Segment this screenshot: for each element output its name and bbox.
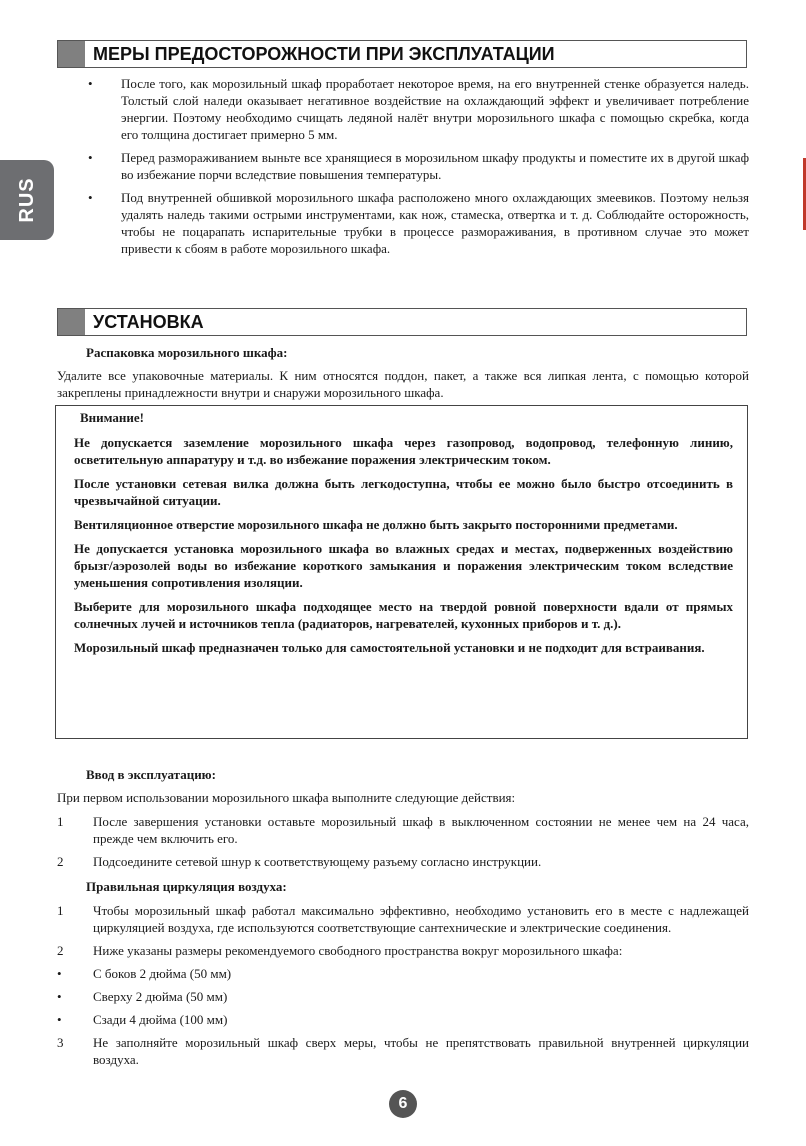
- list-item: 1 После завершения установки оставьте морозильный шкаф в выключенном состоянии не менее чем на 24 часа, прежде чем включить его.: [57, 814, 749, 846]
- warning-item: Вентиляционное отверстие морозильного шкафа не должно быть закрыто посторонними предметами.: [74, 517, 678, 532]
- warning-item: Выберите для морозильного шкафа подходящее место на твердой ровной поверхности вдали от прямых солнечных лучей и источников тепла (радиаторов, нагревателей, кухонных приборов и т. д.).: [74, 599, 733, 631]
- list-item: 3 Не заполняйте морозильный шкаф сверх меры, чтобы не препятствовать правильной внутренней циркуляции воздуха.: [57, 1035, 749, 1067]
- list-item: 1 Чтобы морозильный шкаф работал максимально эффективно, необходимо установить его в месте с надлежащей циркуляцией воздуха, где используются соответствующие сантехнические и электрические соединения.: [57, 903, 749, 935]
- header-accent-bar: [58, 309, 85, 335]
- header-accent-bar: [58, 41, 85, 67]
- list-item: • После того, как морозильный шкаф проработает некоторое время, на его внутренней стенке образуется наледь. Толстый слой наледи оказывает негативное воздействие на охлаждающий эффект и увеличивает потребление энергии. Поэтому необходимо счищать ледяной налёт внутри морозильного шкафа с помощью скребка, когда его толщина достигает примерно 5 мм.: [88, 76, 749, 142]
- list-item: • С боков 2 дюйма (50 мм): [57, 966, 232, 981]
- list-item: 2 Подсоедините сетевой шнур к соответствующему разъему согласно инструкции.: [57, 854, 542, 869]
- list-item: 2 Ниже указаны размеры рекомендуемого свободного пространства вокруг морозильного шкафа:: [57, 943, 623, 958]
- language-tab: [0, 160, 54, 240]
- precautions-title: МЕРЫ ПРЕДОСТОРОЖНОСТИ ПРИ ЭКСПЛУАТАЦИИ: [93, 44, 555, 64]
- commissioning-intro: При первом использовании морозильного шкафа выполните следующие действия:: [57, 790, 516, 805]
- air-circulation-heading: Правильная циркуляция воздуха:: [86, 879, 287, 894]
- warning-item: Не допускается заземление морозильного шкафа через газопровод, водопровод, телефонную линию, осветительную аппаратуру и т.д. во избежание поражения электрическим током.: [74, 435, 733, 467]
- installation-title: УСТАНОВКА: [93, 312, 204, 332]
- list-item: • Сзади 4 дюйма (100 мм): [57, 1012, 228, 1027]
- warning-item: Морозильный шкаф предназначен только для самостоятельной установки и не подходит для встраивания.: [74, 640, 705, 655]
- list-item: • Под внутренней обшивкой морозильного шкафа расположено много охлаждающих змеевиков. Поэтому нельзя удалять наледь такими острыми инструментами, как нож, стамеска, отвертка и т. д. Соблюдайте осторожность, чтобы не поцарапать испарительные трубки в процессе размораживания, в противном случае это может привести к сбоям в работе морозильного шкафа.: [88, 190, 749, 256]
- list-item: • Перед размораживанием выньте все хранящиеся в морозильном шкафу продукты и поместите их в другой шкаф во избежание порчи вследствие повышения температуры.: [88, 150, 749, 182]
- unpacking-heading: Распаковка морозильного шкафа:: [86, 345, 288, 360]
- page-number-badge: 6: [389, 1090, 417, 1118]
- list-item: • Сверху 2 дюйма (50 мм): [57, 989, 228, 1004]
- precautions-section-header: [57, 40, 747, 68]
- commissioning-steps: [57, 813, 749, 876]
- commissioning-heading: Ввод в эксплуатацию:: [86, 767, 216, 782]
- installation-section-header: [57, 308, 747, 336]
- warning-box: [55, 405, 748, 739]
- warning-item: После установки сетевая вилка должна быть легкодоступна, чтобы ее можно было быстро отсоединить в чрезвычайной ситуации.: [74, 476, 733, 508]
- warning-title: Внимание!: [80, 410, 144, 425]
- air-circulation-list: [57, 902, 749, 1074]
- language-label: RUS: [16, 177, 38, 223]
- unpacking-text: Удалите все упаковочные материалы. К ним относятся поддон, пакет, а также вся липкая лента, с помощью которой закреплены принадлежности внутри и снаружи морозильного шкафа.: [57, 368, 749, 400]
- precautions-list: [57, 75, 749, 263]
- warning-item: Не допускается установка морозильного шкафа во влажных средах и местах, подверженных воздействию брызг/аэрозолей воды во избежание короткого замыкания и поражения электрическим током вследствие уменьшения сопротивления изоляции.: [74, 541, 733, 590]
